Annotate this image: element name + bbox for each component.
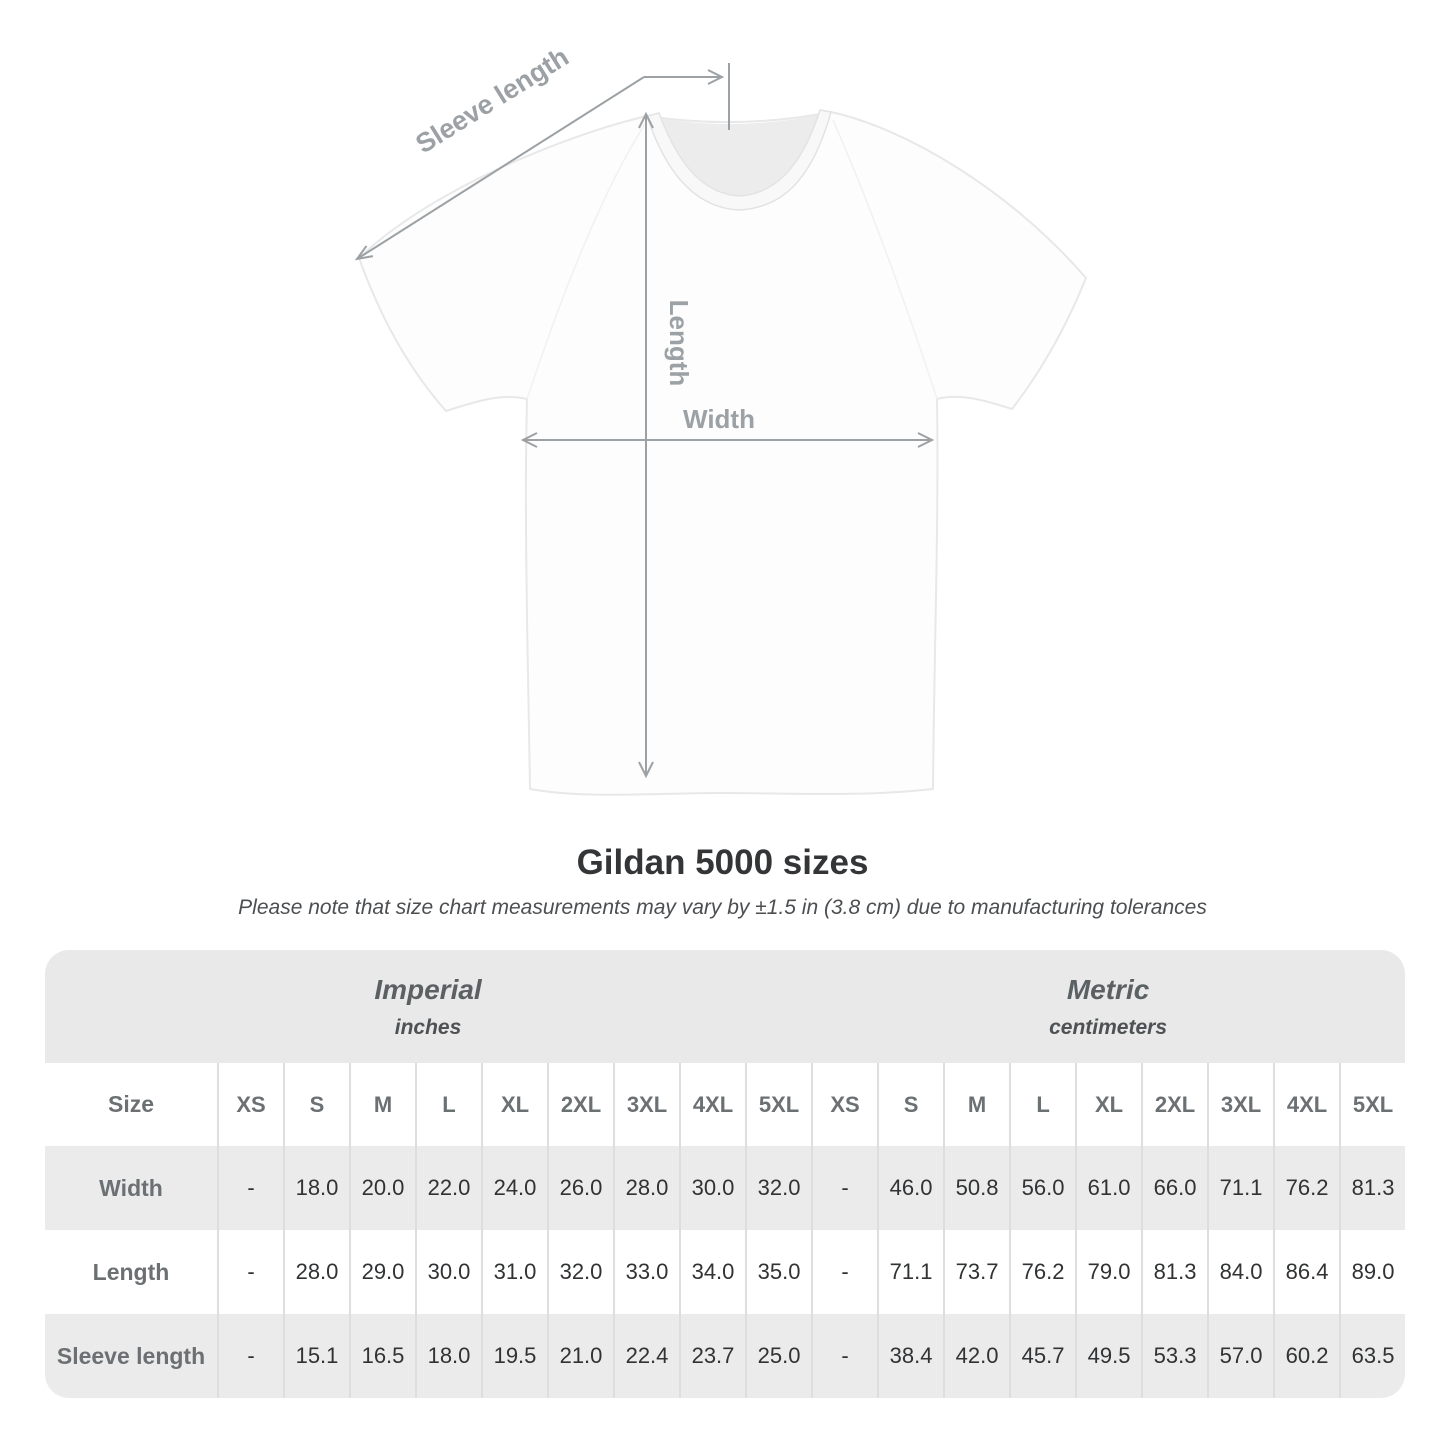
measurement-cell: 86.4 [1273, 1230, 1339, 1314]
page-subtitle: Please note that size chart measurements may vary by ±1.5 in (3.8 cm) due to manufacturing tolerances [238, 896, 1207, 919]
imperial-band [45, 950, 811, 1063]
measurement-cell: 46.0 [877, 1146, 943, 1230]
measurement-cell: 28.0 [613, 1146, 679, 1230]
size-header-imperial-s: S [283, 1063, 349, 1146]
measurement-cell: 33.0 [613, 1230, 679, 1314]
size-column-header: Size [45, 1063, 217, 1146]
measurement-cell: 16.5 [349, 1314, 415, 1398]
size-header-metric-xs: XS [811, 1063, 877, 1146]
measurement-cell: 76.2 [1273, 1146, 1339, 1230]
measurement-cell: 73.7 [943, 1230, 1009, 1314]
measurement-cell: - [217, 1146, 283, 1230]
measurement-cell: 30.0 [415, 1230, 481, 1314]
measurement-cell: - [811, 1314, 877, 1398]
measurement-cell: 22.4 [613, 1314, 679, 1398]
measurement-cell: - [811, 1230, 877, 1314]
measurement-cell: 18.0 [415, 1314, 481, 1398]
metric-band [811, 950, 1405, 1063]
size-header-imperial-5xl: 5XL [745, 1063, 811, 1146]
length-label: Length [664, 299, 694, 387]
measurement-cell: 32.0 [547, 1230, 613, 1314]
size-header-imperial-m: M [349, 1063, 415, 1146]
measurement-cell: 26.0 [547, 1146, 613, 1230]
measurement-cell: - [217, 1230, 283, 1314]
tshirt-image [359, 110, 1086, 795]
size-table-container [45, 950, 1405, 1398]
size-header-imperial-3xl: 3XL [613, 1063, 679, 1146]
measurement-cell: 24.0 [481, 1146, 547, 1230]
measurement-cell: 76.2 [1009, 1230, 1075, 1314]
table-row [45, 1230, 1405, 1314]
measurement-cell: 66.0 [1141, 1146, 1207, 1230]
size-header-metric-m: M [943, 1063, 1009, 1146]
page-title: Gildan 5000 sizes [576, 843, 869, 882]
measurement-cell: 49.5 [1075, 1314, 1141, 1398]
measurement-cell: 81.3 [1339, 1146, 1405, 1230]
measurement-cell: 38.4 [877, 1314, 943, 1398]
metric-band-subtitle: centimeters [1049, 1015, 1168, 1039]
measurement-cell: 45.7 [1009, 1314, 1075, 1398]
measurement-cell: 31.0 [481, 1230, 547, 1314]
size-header-imperial-xs: XS [217, 1063, 283, 1146]
size-header-metric-3xl: 3XL [1207, 1063, 1273, 1146]
measurement-cell: 32.0 [745, 1146, 811, 1230]
measurement-cell: - [217, 1314, 283, 1398]
size-header-row [45, 1063, 1405, 1146]
measurement-cell: 60.2 [1273, 1314, 1339, 1398]
sleeve-length-label: Sleeve length [410, 41, 574, 160]
size-table [45, 950, 1405, 1398]
size-header-metric-2xl: 2XL [1141, 1063, 1207, 1146]
measurement-cell: 50.8 [943, 1146, 1009, 1230]
size-header-imperial-2xl: 2XL [547, 1063, 613, 1146]
imperial-band-subtitle: inches [394, 1015, 462, 1039]
size-header-imperial-4xl: 4XL [679, 1063, 745, 1146]
measurement-cell: 22.0 [415, 1146, 481, 1230]
measurement-cell: 28.0 [283, 1230, 349, 1314]
measurement-cell: 71.1 [1207, 1146, 1273, 1230]
measurement-cell: 23.7 [679, 1314, 745, 1398]
measurement-cell: 19.5 [481, 1314, 547, 1398]
size-header-metric-l: L [1009, 1063, 1075, 1146]
table-row [45, 1314, 1405, 1398]
imperial-band-title: Imperial [374, 973, 482, 1005]
size-header-metric-5xl: 5XL [1339, 1063, 1405, 1146]
measurement-cell: 35.0 [745, 1230, 811, 1314]
unit-band-row [45, 950, 1405, 1063]
size-header-metric-4xl: 4XL [1273, 1063, 1339, 1146]
measurement-cell: 61.0 [1075, 1146, 1141, 1230]
measurement-cell: 21.0 [547, 1314, 613, 1398]
width-label: Width [683, 404, 755, 434]
measurement-cell: 57.0 [1207, 1314, 1273, 1398]
row-label: Width [45, 1146, 217, 1230]
measurement-cell: 25.0 [745, 1314, 811, 1398]
measurement-cell: 18.0 [283, 1146, 349, 1230]
size-header-metric-xl: XL [1075, 1063, 1141, 1146]
table-row [45, 1146, 1405, 1230]
measurement-cell: 79.0 [1075, 1230, 1141, 1314]
size-header-imperial-xl: XL [481, 1063, 547, 1146]
size-header-imperial-l: L [415, 1063, 481, 1146]
measurement-cell: 29.0 [349, 1230, 415, 1314]
measurement-cell: 63.5 [1339, 1314, 1405, 1398]
measurement-cell: - [811, 1146, 877, 1230]
size-header-metric-s: S [877, 1063, 943, 1146]
measurement-cell: 34.0 [679, 1230, 745, 1314]
metric-band-title: Metric [1066, 973, 1150, 1005]
measurement-cell: 20.0 [349, 1146, 415, 1230]
measurement-cell: 81.3 [1141, 1230, 1207, 1314]
measurement-cell: 15.1 [283, 1314, 349, 1398]
measurement-cell: 71.1 [877, 1230, 943, 1314]
row-label: Length [45, 1230, 217, 1314]
measurement-cell: 53.3 [1141, 1314, 1207, 1398]
row-label: Sleeve length [45, 1314, 217, 1398]
measurement-cell: 42.0 [943, 1314, 1009, 1398]
measurement-cell: 56.0 [1009, 1146, 1075, 1230]
measurement-cell: 30.0 [679, 1146, 745, 1230]
measurement-cell: 84.0 [1207, 1230, 1273, 1314]
measurement-cell: 89.0 [1339, 1230, 1405, 1314]
